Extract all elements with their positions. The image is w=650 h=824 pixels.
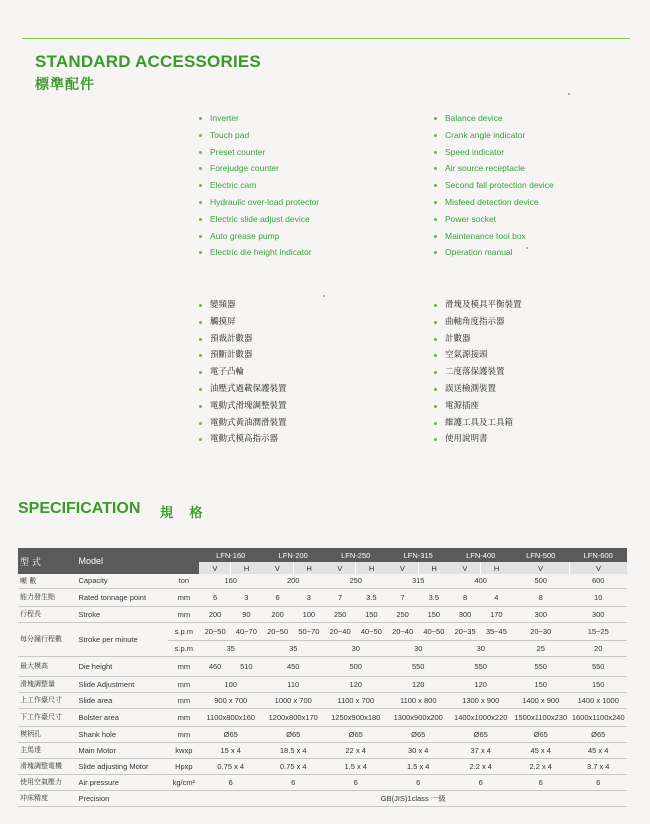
page-subtitle: 標準配件 bbox=[35, 77, 95, 93]
row-label-en: Capacity bbox=[75, 574, 168, 588]
unit-cell: mm bbox=[168, 676, 199, 692]
value-cell: 20~50 bbox=[199, 622, 230, 640]
accessory-item: 油壓式過載保護裝置 bbox=[199, 381, 287, 398]
value-cell: 100 bbox=[199, 676, 262, 692]
value-cell: 7 bbox=[387, 588, 418, 606]
accessory-item: Electric cam bbox=[199, 177, 319, 194]
value-cell: 6 bbox=[262, 774, 325, 790]
accessory-item: 使用說明書 bbox=[434, 431, 522, 448]
value-cell: 150 bbox=[569, 676, 627, 692]
value-cell: 1000 x 700 bbox=[262, 692, 325, 708]
value-cell: Ø65 bbox=[199, 726, 262, 742]
value-cell: 8 bbox=[512, 588, 569, 606]
row-label-en: Die height bbox=[75, 656, 168, 676]
value-cell: 90 bbox=[231, 606, 262, 622]
value-cell: 300 bbox=[512, 606, 569, 622]
table-row bbox=[18, 708, 627, 726]
accessory-item: 電源插座 bbox=[434, 398, 522, 415]
value-cell: 510 bbox=[231, 656, 262, 676]
accessory-list-en-left bbox=[199, 110, 319, 261]
value-cell: 450 bbox=[262, 656, 325, 676]
row-label-zh: 模柄孔 bbox=[18, 726, 75, 742]
accessory-item: 曲軸角度指示器 bbox=[434, 314, 522, 331]
value-cell: GB(JIS)1class 一級 bbox=[199, 790, 627, 806]
unit-cell bbox=[168, 790, 199, 806]
value-cell: 30 bbox=[387, 640, 450, 656]
value-cell: 4 bbox=[481, 588, 512, 606]
value-cell: 150 bbox=[418, 606, 449, 622]
unit-cell: mm bbox=[168, 656, 199, 676]
table-row bbox=[18, 774, 627, 790]
page-title: STANDARD ACCESSORIES bbox=[35, 52, 261, 71]
value-cell: 1100 x 700 bbox=[324, 692, 387, 708]
header-model-name: LFN-315 bbox=[387, 548, 450, 562]
value-cell: 40~70 bbox=[231, 622, 262, 640]
unit-cell: Hpxp bbox=[168, 758, 199, 774]
row-label-en: Shank hole bbox=[75, 726, 168, 742]
row-label-en: Main Motor bbox=[75, 742, 168, 758]
value-cell: 1100x800x160 bbox=[199, 708, 262, 726]
unit-cell: kg/cm² bbox=[168, 774, 199, 790]
value-cell: Ø65 bbox=[569, 726, 627, 742]
value-cell: 315 bbox=[387, 574, 450, 588]
header-v: V bbox=[199, 562, 230, 574]
header-model-name: LFN-400 bbox=[449, 548, 512, 562]
speck bbox=[568, 93, 570, 95]
header-v: V bbox=[262, 562, 293, 574]
row-label-en: Stroke bbox=[75, 606, 168, 622]
header-h: H bbox=[481, 562, 512, 574]
value-cell: 45 x 4 bbox=[512, 742, 569, 758]
value-cell: 50~70 bbox=[293, 622, 324, 640]
value-cell: 110 bbox=[262, 676, 325, 692]
unit-cell: mm bbox=[168, 708, 199, 726]
accessory-item: Operation manual bbox=[434, 244, 554, 261]
value-cell: 550 bbox=[449, 656, 512, 676]
value-cell: 2.2 x 4 bbox=[449, 758, 512, 774]
value-cell: 25 bbox=[512, 640, 569, 656]
value-cell: 20~40 bbox=[387, 622, 418, 640]
value-cell: 200 bbox=[262, 606, 293, 622]
value-cell: 20~40 bbox=[324, 622, 355, 640]
accessory-item: Inverter bbox=[199, 110, 319, 127]
accessory-item: Hydraulic over-load protector bbox=[199, 194, 319, 211]
unit-cell: mm bbox=[168, 588, 199, 606]
accessory-item: Second fall protection device bbox=[434, 177, 554, 194]
table-row bbox=[18, 606, 627, 622]
header-v: V bbox=[387, 562, 418, 574]
value-cell: Ø65 bbox=[512, 726, 569, 742]
header-v: V bbox=[512, 562, 569, 574]
accessory-item: 滑塊及模具平衡裝置 bbox=[434, 297, 522, 314]
value-cell: 1200x800x170 bbox=[262, 708, 325, 726]
table-row bbox=[18, 588, 627, 606]
row-label-zh: 噸 數 bbox=[18, 574, 75, 588]
accessory-item: Air source receptacle bbox=[434, 160, 554, 177]
accessory-item: Misfeed detection device bbox=[434, 194, 554, 211]
value-cell: 120 bbox=[449, 676, 512, 692]
value-cell: 30 bbox=[449, 640, 512, 656]
accessory-item: 電動式黃油潤滑裝置 bbox=[199, 415, 287, 432]
row-label-en: Precision bbox=[75, 790, 168, 806]
accessory-item: Power socket bbox=[434, 211, 554, 228]
speck bbox=[526, 247, 528, 249]
value-cell: 460 bbox=[199, 656, 230, 676]
accessory-item: 變頻器 bbox=[199, 297, 287, 314]
header-h: H bbox=[293, 562, 324, 574]
row-label-zh: 下工作臺尺寸 bbox=[18, 708, 75, 726]
value-cell: 22 x 4 bbox=[324, 742, 387, 758]
value-cell: 1400x1000x220 bbox=[449, 708, 512, 726]
accessory-item: 電子凸輪 bbox=[199, 364, 287, 381]
accessory-item: 電動式滑塊調整裝置 bbox=[199, 398, 287, 415]
value-cell: 2.2 x 4 bbox=[512, 758, 569, 774]
accessory-item: Forejudge counter bbox=[199, 160, 319, 177]
accessory-item: Auto grease pump bbox=[199, 228, 319, 245]
accessory-item: Electric die height indicator bbox=[199, 244, 319, 261]
header-model-name: LFN-500 bbox=[512, 548, 569, 562]
header-v: V bbox=[569, 562, 627, 574]
value-cell: 3.5 bbox=[356, 588, 387, 606]
value-cell: 30 bbox=[324, 640, 387, 656]
header-h: H bbox=[231, 562, 262, 574]
value-cell: 45 x 4 bbox=[569, 742, 627, 758]
row-label-en: Rated tonnage point bbox=[75, 588, 168, 606]
value-cell: 250 bbox=[324, 606, 355, 622]
value-cell: 15~25 bbox=[569, 622, 627, 640]
unit-cell: mm bbox=[168, 606, 199, 622]
accessory-item: Maintenance tool box bbox=[434, 228, 554, 245]
value-cell: 550 bbox=[512, 656, 569, 676]
table-row bbox=[18, 790, 627, 806]
header-model-en: Model bbox=[75, 548, 199, 574]
value-cell: 550 bbox=[387, 656, 450, 676]
value-cell: 1300x900x200 bbox=[387, 708, 450, 726]
value-cell: 200 bbox=[262, 574, 325, 588]
accessory-item: Speed indicator bbox=[434, 144, 554, 161]
table-row bbox=[18, 726, 627, 742]
value-cell: 20~35 bbox=[449, 622, 480, 640]
row-label-zh: 滑塊調整量 bbox=[18, 676, 75, 692]
row-label-zh: 能力發生點 bbox=[18, 588, 75, 606]
accessory-list-en-right bbox=[434, 110, 554, 261]
value-cell: Ø65 bbox=[324, 726, 387, 742]
speck bbox=[323, 295, 325, 297]
value-cell: 10 bbox=[569, 588, 627, 606]
row-label-zh: 上工作臺尺寸 bbox=[18, 692, 75, 708]
top-divider bbox=[22, 38, 630, 39]
value-cell: 150 bbox=[356, 606, 387, 622]
accessory-item: 計數器 bbox=[434, 331, 522, 348]
value-cell: 3 bbox=[231, 588, 262, 606]
value-cell: 7 bbox=[324, 588, 355, 606]
unit-cell: s.p.m bbox=[168, 640, 199, 656]
spec-subtitle: 規 格 bbox=[160, 506, 209, 521]
table-row bbox=[18, 574, 627, 588]
value-cell: 20~50 bbox=[262, 622, 293, 640]
row-label-zh: 滑塊調整電機 bbox=[18, 758, 75, 774]
value-cell: 20~30 bbox=[512, 622, 569, 640]
accessory-item: 觸摸屏 bbox=[199, 314, 287, 331]
unit-cell: ton bbox=[168, 574, 199, 588]
row-label-en: Slide Adjustment bbox=[75, 676, 168, 692]
row-label-zh: 行程長 bbox=[18, 606, 75, 622]
value-cell: 6 bbox=[324, 774, 387, 790]
value-cell: 6 bbox=[512, 774, 569, 790]
value-cell: 500 bbox=[324, 656, 387, 676]
value-cell: 8 bbox=[449, 588, 480, 606]
header-model-name: LFN-200 bbox=[262, 548, 325, 562]
value-cell: Ø65 bbox=[262, 726, 325, 742]
value-cell: 30 x 4 bbox=[387, 742, 450, 758]
header-v: V bbox=[449, 562, 480, 574]
table-row bbox=[18, 692, 627, 708]
value-cell: 100 bbox=[293, 606, 324, 622]
row-label-zh: 冲床精度 bbox=[18, 790, 75, 806]
row-label-zh: 主馬達 bbox=[18, 742, 75, 758]
header-h: H bbox=[356, 562, 387, 574]
row-label-en: Air pressure bbox=[75, 774, 168, 790]
table-row bbox=[18, 676, 627, 692]
row-label-zh: 使用空氣壓力 bbox=[18, 774, 75, 790]
value-cell: 150 bbox=[512, 676, 569, 692]
accessory-item: Crank angle indicator bbox=[434, 127, 554, 144]
accessory-item: 誤送檢測裝置 bbox=[434, 381, 522, 398]
value-cell: 900 x 700 bbox=[199, 692, 262, 708]
header-model-zh: 型 式 bbox=[18, 548, 75, 574]
value-cell: 120 bbox=[387, 676, 450, 692]
accessory-item: 維護工具及工具箱 bbox=[434, 415, 522, 432]
value-cell: 400 bbox=[449, 574, 512, 588]
value-cell: 40~50 bbox=[418, 622, 449, 640]
table-row bbox=[18, 742, 627, 758]
value-cell: 3.5 bbox=[418, 588, 449, 606]
value-cell: 1.5 x 4 bbox=[324, 758, 387, 774]
value-cell: 1400 x 900 bbox=[512, 692, 569, 708]
value-cell: 35 bbox=[262, 640, 325, 656]
spec-title: SPECIFICATION bbox=[18, 500, 141, 517]
value-cell: 0.75 x 4 bbox=[262, 758, 325, 774]
accessory-list-zh-left bbox=[199, 297, 287, 448]
value-cell: 600 bbox=[569, 574, 627, 588]
table-row bbox=[18, 758, 627, 774]
accessory-item: 預斷計數器 bbox=[199, 347, 287, 364]
value-cell: 0.75 x 4 bbox=[199, 758, 262, 774]
accessory-item: 預裁計數器 bbox=[199, 331, 287, 348]
header-model-name: LFN-600 bbox=[569, 548, 627, 562]
row-label-zh: 最大模高 bbox=[18, 656, 75, 676]
value-cell: 1300 x 900 bbox=[449, 692, 512, 708]
value-cell: 3 bbox=[293, 588, 324, 606]
accessory-item: Electric slide adjust device bbox=[199, 211, 319, 228]
value-cell: 250 bbox=[387, 606, 418, 622]
value-cell: Ø65 bbox=[449, 726, 512, 742]
table-row bbox=[18, 548, 627, 562]
value-cell: 20 bbox=[569, 640, 627, 656]
unit-cell: s.p.m bbox=[168, 622, 199, 640]
value-cell: 550 bbox=[569, 656, 627, 676]
value-cell: 1.5 x 4 bbox=[387, 758, 450, 774]
table-row bbox=[18, 656, 627, 676]
value-cell: 120 bbox=[324, 676, 387, 692]
row-label-en: Bolster area bbox=[75, 708, 168, 726]
accessory-item: 空氣源接頭 bbox=[434, 347, 522, 364]
value-cell: 40~50 bbox=[356, 622, 387, 640]
value-cell: 6 bbox=[569, 774, 627, 790]
value-cell: 250 bbox=[324, 574, 387, 588]
value-cell: 160 bbox=[199, 574, 262, 588]
value-cell: 1600x1100x240 bbox=[569, 708, 627, 726]
table-row bbox=[18, 622, 627, 640]
accessory-item: 二度落保護裝置 bbox=[434, 364, 522, 381]
value-cell: 37 x 4 bbox=[449, 742, 512, 758]
value-cell: 300 bbox=[569, 606, 627, 622]
value-cell: 6 bbox=[387, 774, 450, 790]
row-label-en: Stroke per minute bbox=[75, 622, 168, 656]
value-cell: 500 bbox=[512, 574, 569, 588]
value-cell: 6 bbox=[199, 774, 262, 790]
value-cell: 1400 x 1000 bbox=[569, 692, 627, 708]
spec-table bbox=[18, 548, 627, 807]
accessory-item: 電動式模高指示器 bbox=[199, 431, 287, 448]
value-cell: 6 bbox=[449, 774, 512, 790]
header-model-name: LFN-250 bbox=[324, 548, 387, 562]
accessory-item: Touch pad bbox=[199, 127, 319, 144]
value-cell: 35 bbox=[199, 640, 262, 656]
row-label-en: Slide adjusting Motor bbox=[75, 758, 168, 774]
value-cell: 1250x900x180 bbox=[324, 708, 387, 726]
row-label-en: Slide area bbox=[75, 692, 168, 708]
unit-cell: mm bbox=[168, 726, 199, 742]
value-cell: Ø65 bbox=[387, 726, 450, 742]
accessory-item: Preset counter bbox=[199, 144, 319, 161]
value-cell: 300 bbox=[449, 606, 480, 622]
value-cell: 15 x 4 bbox=[199, 742, 262, 758]
accessory-item: Balance device bbox=[434, 110, 554, 127]
value-cell: 1500x1100x230 bbox=[512, 708, 569, 726]
value-cell: 170 bbox=[481, 606, 512, 622]
value-cell: 3.7 x 4 bbox=[569, 758, 627, 774]
value-cell: 200 bbox=[199, 606, 230, 622]
row-label-zh: 每分鐘行程數 bbox=[18, 622, 75, 656]
value-cell: 35~45 bbox=[481, 622, 512, 640]
value-cell: 18.5 x 4 bbox=[262, 742, 325, 758]
value-cell: 6 bbox=[262, 588, 293, 606]
accessory-list-zh-right bbox=[434, 297, 522, 448]
header-v: V bbox=[324, 562, 355, 574]
header-h: H bbox=[418, 562, 449, 574]
unit-cell: mm bbox=[168, 692, 199, 708]
value-cell: 1100 x 800 bbox=[387, 692, 450, 708]
header-model-name: LFN-160 bbox=[199, 548, 262, 562]
unit-cell: kwxp bbox=[168, 742, 199, 758]
value-cell: 6 bbox=[199, 588, 230, 606]
